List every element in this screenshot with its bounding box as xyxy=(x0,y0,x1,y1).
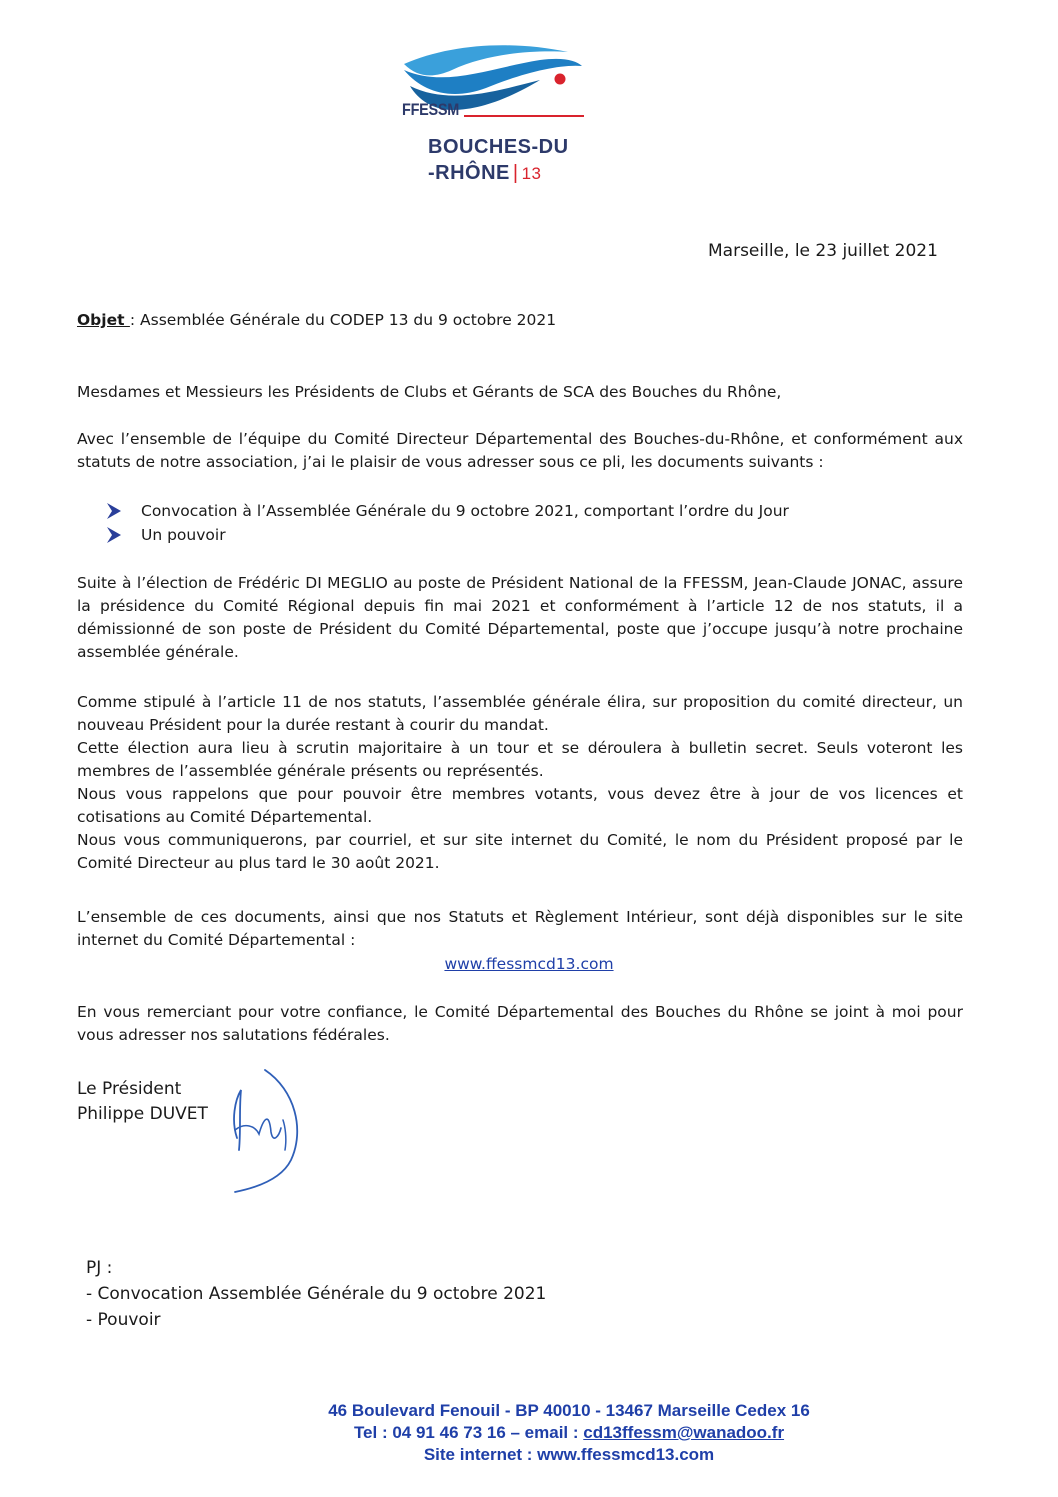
attachment-item: - Pouvoir xyxy=(86,1310,161,1330)
list-item xyxy=(107,523,789,547)
logo-line-1: BOUCHES-DU xyxy=(428,136,569,158)
footer-contact xyxy=(80,1422,1058,1444)
list-item xyxy=(107,499,789,523)
footer-site: Site internet : www.ffessmcd13.com xyxy=(423,1445,715,1464)
red-rule-icon xyxy=(464,115,584,117)
logo-line-2 xyxy=(428,162,542,185)
signer-title: Le Président xyxy=(77,1079,182,1099)
attachment-item: - Convocation Assemblée Générale du 9 octobre 2021 xyxy=(86,1284,547,1304)
arrow-bullet-icon xyxy=(107,527,121,543)
article-line: Nous vous communiquerons, par courriel, et sur site internet du Comité, le nom du Président proposé par le Comité Directeur au plus tard le 30 août 2021. xyxy=(77,831,963,872)
footer-email[interactable]: cd13ffessm@wanadoo.fr xyxy=(583,1423,785,1442)
signer-name: Philippe DUVET xyxy=(77,1104,208,1124)
documents-paragraph: L’ensemble de ces documents, ainsi que nos Statuts et Règlement Intérieur, sont déjà disponibles sur le site internet du Comité Départemental : xyxy=(77,908,963,949)
logo-brand: FFESSM xyxy=(402,100,460,119)
footer xyxy=(0,1400,1058,1466)
website-link[interactable]: www.ffessmcd13.com xyxy=(444,955,614,973)
letter-date: Marseille, le 23 juillet 2021 xyxy=(708,241,938,261)
website-link-row xyxy=(0,955,1058,974)
arrow-bullet-icon xyxy=(107,503,121,519)
closing-paragraph: En vous remerciant pour votre confiance, le Comité Départemental des Bouches du Rhône se joint à moi pour vous adresser nos salutations fédérales. xyxy=(77,1003,963,1044)
logo-number: 13 xyxy=(521,164,542,183)
article-paragraph xyxy=(77,691,963,875)
signature-block xyxy=(77,1077,208,1127)
red-dot-icon xyxy=(555,74,566,85)
election-paragraph: Suite à l’élection de Frédéric DI MEGLIO au poste de Président National de la FFESSM, Jean-Claude JONAC, assure la présidence du Comité Régional depuis fin mai 2021 et conformément à l’article 12 de nos statuts, il a démissionné de son poste de Président du Comité Départemental, poste que j’occupe jusqu’à notre prochaine assemblée générale. xyxy=(77,574,963,661)
list-item-text: Un pouvoir xyxy=(141,526,226,544)
wave-icon xyxy=(390,30,600,140)
salutation: Mesdames et Messieurs les Présidents de Clubs et Gérants de SCA des Bouches du Rhône, xyxy=(77,383,782,401)
logo-line-2-main: -RHÔNE xyxy=(428,162,510,184)
documents-list xyxy=(107,499,789,547)
footer-phone: Tel : 04 91 46 73 16 – email : xyxy=(353,1423,584,1442)
subject-label: Objet xyxy=(77,311,130,329)
article-line: Cette élection aura lieu à scrutin majoritaire à un tour et se déroulera à bulletin secret. Seuls voteront les membres de l’assemblée générale présents ou représentés. xyxy=(77,739,963,780)
subject-text: : Assemblée Générale du CODEP 13 du 9 octobre 2021 xyxy=(129,311,557,329)
handwritten-signature-icon xyxy=(225,1060,315,1200)
intro-paragraph: Avec l’ensemble de l’équipe du Comité Directeur Départemental des Bouches-du-Rhône, et conformément aux statuts de notre association, j’ai le plaisir de vous adresser sous ce pli, les documents suivants : xyxy=(77,430,963,471)
article-line: Nous vous rappelons que pour pouvoir être membres votants, vous devez être à jour de vos licences et cotisations au Comité Départemental. xyxy=(77,785,963,826)
ffessm-logo xyxy=(390,30,600,190)
attachments-label: PJ : xyxy=(86,1258,113,1278)
letter-subject xyxy=(77,309,556,332)
logo-separator: | xyxy=(512,162,519,184)
article-line: Comme stipulé à l’article 11 de nos statuts, l’assemblée générale élira, sur proposition du comité directeur, un nouveau Président pour la durée restant à courir du mandat. xyxy=(77,693,963,734)
footer-address: 46 Boulevard Fenouil - BP 40010 - 13467 Marseille Cedex 16 xyxy=(328,1401,810,1420)
attachments-block xyxy=(86,1255,546,1333)
list-item-text: Convocation à l’Assemblée Générale du 9 octobre 2021, comportant l’ordre du Jour xyxy=(141,502,789,520)
